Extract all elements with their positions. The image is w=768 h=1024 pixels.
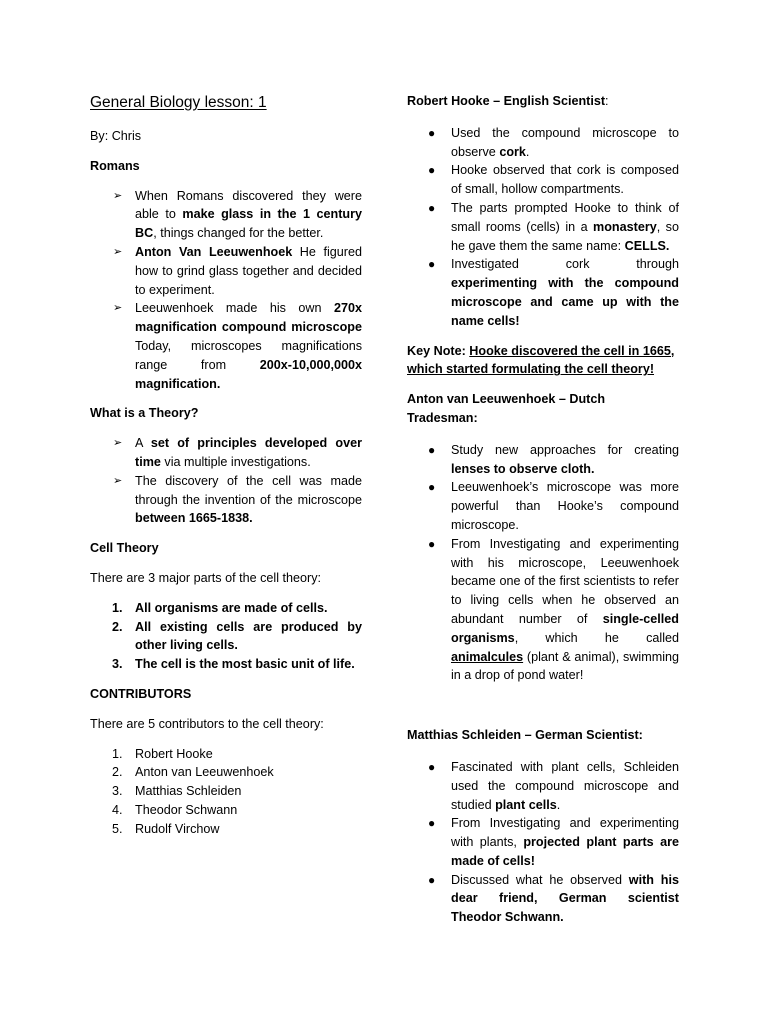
list-item: 1. Robert Hooke bbox=[112, 746, 213, 761]
list-item: ➢ When Romans discovered they were able to make glass in the 1 century BC, things changed for the better. bbox=[113, 188, 362, 241]
left-column bbox=[90, 92, 362, 850]
list-item: ● From Investigating and experimenting with plants, projected plant parts are made of cells! bbox=[428, 816, 679, 868]
cell-theory-intro: There are 3 major parts of the cell theory: bbox=[90, 570, 321, 585]
list-item: ● Discussed what he observed with his dear friend, German scientist Theodor Schwann. bbox=[428, 872, 679, 925]
dot-bullet-icon: ● bbox=[428, 536, 436, 551]
list-item: ● From Investigating and experimenting with his microscope, Leeuwenhoek became one of the first scientists to refer to living cells when he observed an abundant number of single-celled organisms, which he called animalcules (plant & animal), swimming in a drop of pond water! bbox=[428, 536, 679, 683]
section-heading-theory: What is a Theory? bbox=[90, 406, 199, 421]
list-item: ● Investigated cork through experimenting with the compound microscope and came up with the name cells! bbox=[428, 257, 679, 328]
arrow-bullet-icon: ➢ bbox=[113, 437, 123, 450]
dot-bullet-icon: ● bbox=[428, 759, 436, 774]
list-item: ● Leeuwenhoek’s microscope was more powerful than Hooke’s compound microscope. bbox=[428, 480, 679, 532]
list-item: ● Used the compound microscope to observe cork. bbox=[428, 125, 679, 159]
section-heading-schleiden: Matthias Schleiden – German Scientist: bbox=[407, 728, 643, 743]
section-heading-cell-theory: Cell Theory bbox=[90, 541, 159, 556]
right-column bbox=[407, 92, 679, 938]
section-heading-romans: Romans bbox=[90, 158, 140, 173]
hooke-list bbox=[407, 124, 679, 331]
arrow-bullet-icon: ➢ bbox=[113, 302, 123, 315]
list-item: 3. Matthias Schleiden bbox=[112, 784, 242, 799]
dot-bullet-icon: ● bbox=[428, 872, 436, 887]
list-item: ● The parts prompted Hooke to think of small rooms (cells) in a monastery, so he gave them the same name: CELLS. bbox=[428, 200, 679, 253]
list-item: 4. Theodor Schwann bbox=[112, 802, 238, 817]
list-item: 2. Anton van Leeuwenhoek bbox=[112, 765, 274, 780]
schleiden-list bbox=[407, 758, 679, 927]
arrow-bullet-icon: ➢ bbox=[113, 245, 123, 258]
arrow-bullet-icon: ➢ bbox=[113, 189, 123, 202]
list-item: ● Fascinated with plant cells, Schleiden used the compound microscope and studied plant cells. bbox=[428, 759, 679, 812]
dot-bullet-icon: ● bbox=[428, 257, 436, 272]
dot-bullet-icon: ● bbox=[428, 816, 436, 831]
dot-bullet-icon: ● bbox=[428, 442, 436, 457]
dot-bullet-icon: ● bbox=[428, 200, 436, 215]
page-title: General Biology lesson: 1 bbox=[90, 94, 267, 111]
section-heading-hooke: Robert Hooke – English Scientist: bbox=[407, 94, 609, 108]
list-item: 5. Rudolf Virchow bbox=[112, 821, 220, 836]
list-item: ● Hooke observed that cork is composed of small, hollow compartments. bbox=[428, 163, 679, 197]
list-item: ➢ A set of principles developed over time via multiple investigations. bbox=[113, 436, 362, 469]
theory-list bbox=[90, 434, 362, 528]
key-note: Key Note: Hooke discovered the cell in 1665, which started formulating the cell theory! bbox=[407, 343, 675, 377]
list-item: ● Study new approaches for creating lenses to observe cloth. bbox=[428, 442, 679, 476]
list-item: ➢ Anton Van Leeuwenhoek He figured how to grind glass together and decided to experiment. bbox=[113, 244, 362, 297]
arrow-bullet-icon: ➢ bbox=[113, 474, 123, 487]
section-heading-leeuwenhoek: Anton van Leeuwenhoek – Dutch Tradesman: bbox=[407, 392, 606, 425]
leeuwenhoek-list bbox=[407, 441, 679, 685]
romans-list bbox=[90, 187, 362, 394]
contributors-list bbox=[90, 745, 362, 839]
contributors-intro: There are 5 contributors to the cell theory: bbox=[90, 716, 324, 731]
list-item: 3. The cell is the most basic unit of life. bbox=[112, 657, 355, 672]
dot-bullet-icon: ● bbox=[428, 480, 436, 495]
dot-bullet-icon: ● bbox=[428, 163, 436, 178]
cell-theory-list bbox=[90, 599, 362, 674]
list-item: 2. All existing cells are produced by other living cells. bbox=[112, 619, 362, 653]
list-item: 1. All organisms are made of cells. bbox=[112, 600, 328, 615]
dot-bullet-icon: ● bbox=[428, 125, 436, 140]
author-line: By: Chris bbox=[90, 129, 142, 143]
section-heading-contributors: CONTRIBUTORS bbox=[90, 686, 192, 701]
list-item: ➢ Leeuwenhoek made his own 270x magnification compound microscope Today, microscopes magnifications range from 200x-10,000,000x magnification. bbox=[113, 301, 362, 391]
list-item: ➢ The discovery of the cell was made through the invention of the microscope between 1665-1838. bbox=[113, 473, 362, 526]
